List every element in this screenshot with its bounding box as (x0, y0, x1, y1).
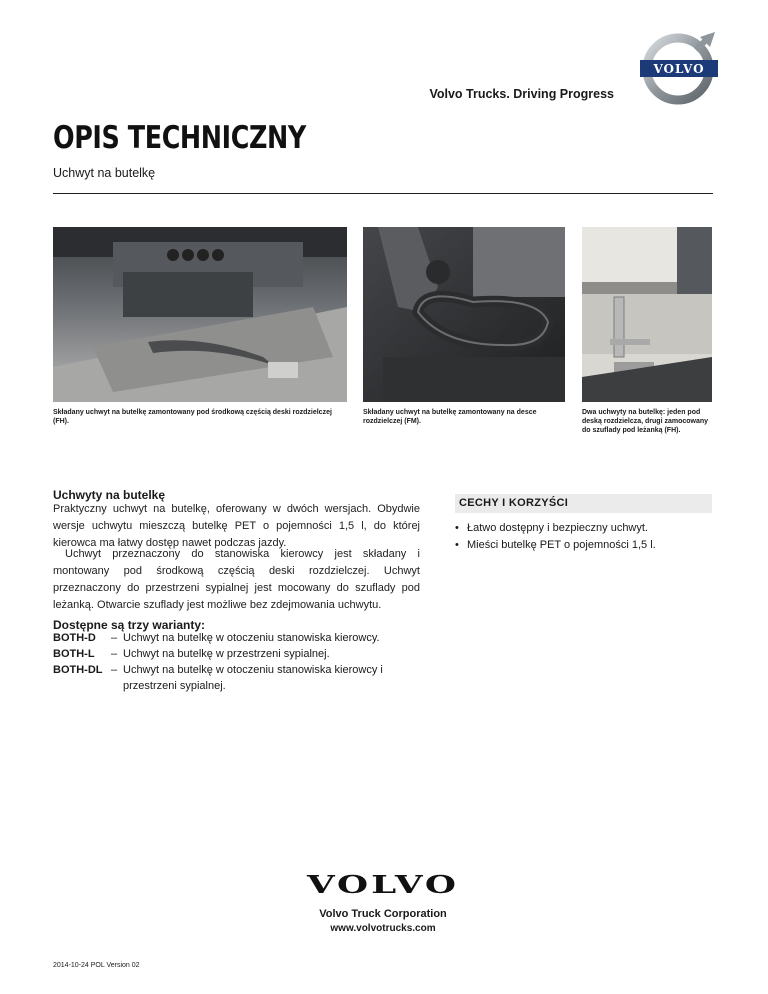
photo-sleeper-holder (582, 227, 712, 402)
variant-row: BOTH-D – Uchwyt na butelkę w otoczeniu stanowiska kierowcy. (53, 632, 380, 644)
feature-text: Mieści butelkę PET o pojemności 1,5 l. (467, 539, 656, 551)
variant-code: BOTH-DL (53, 664, 103, 676)
tagline: Volvo Trucks. Driving Progress (429, 87, 614, 101)
photo-dashboard-holder (53, 227, 347, 402)
header-logo-text: VOLVO (653, 62, 705, 76)
feature-item: • Łatwo dostępny i bezpieczny uchwyt. (455, 520, 712, 537)
page-subtitle: Uchwyt na butelkę (53, 166, 156, 180)
feature-text: Łatwo dostępny i bezpieczny uchwyt. (467, 522, 648, 534)
section-heading-bottle-holders: Uchwyty na butelkę (53, 488, 166, 502)
feature-item: • Mieści butelkę PET o pojemności 1,5 l. (455, 537, 712, 554)
photo-caption-1: Składany uchwyt na butelkę zamontowany pod środkową częścią deski rozdzielczej (FH). (53, 409, 332, 425)
paragraph-details: Uchwyt przeznaczony do stanowiska kierowcy jest składany i montowany pod środkową częścią deski rozdzielczej. Uchwyt przeznaczony do przestrzeni sypialnej jest mocowany do szuflady pod leżanką. Otwarcie szuflady jest możliwe bez zdejmowania uchwytu. (53, 548, 420, 611)
variant-description: Uchwyt na butelkę w otoczeniu stanowiska kierowcy. (123, 632, 380, 644)
photo-caption-3: Dwa uchwyty na butelkę: jeden pod deską rozdzielcza, drugi zamocowany do szuflady pod leżanką (FH). (582, 409, 709, 434)
variant-row: BOTH-L – Uchwyt na butelkę w przestrzeni sypialnej. (53, 648, 330, 660)
page-title: OPIS TECHNICZNY (53, 120, 306, 156)
variant-description: Uchwyt na butelkę w otoczeniu stanowiska kierowcy i przestrzeni sypialnej. (123, 664, 383, 692)
photo-folding-holder (363, 227, 565, 402)
variants-list (53, 630, 423, 694)
variant-row: BOTH-DL – Uchwyt na butelkę w otoczeniu stanowiska kierowcy i przestrzeni sypialnej. (53, 662, 423, 694)
variants-heading: Dostępne są trzy warianty: (53, 618, 206, 632)
photo-caption-2: Składany uchwyt na butelkę zamontowany na desce rozdzielczej (FM). (363, 409, 537, 425)
title-divider (53, 193, 713, 194)
features-heading: CECHY I KORZYŚCI (455, 494, 712, 513)
footer-logo-text: VOLVO (305, 872, 459, 896)
volvo-wordmark-logo (305, 872, 461, 896)
website-url: www.volvotrucks.com (330, 923, 436, 934)
variant-code: BOTH-D (53, 632, 96, 644)
document-version: 2014-10-24 POL Version 02 (53, 962, 140, 969)
variant-description: Uchwyt na butelkę w przestrzeni sypialnej. (123, 648, 330, 660)
volvo-emblem-logo (640, 28, 718, 106)
corporation-name: Volvo Truck Corporation (319, 908, 447, 920)
paragraph-intro: Praktyczny uchwyt na butelkę, oferowany w dwóch wersjach. Obydwie wersje uchwytu mieszczą butelkę PET o pojemności 1,5 l, do której kierowca ma łatwy dostęp nawet podczas jazdy. (53, 503, 420, 549)
features-list (455, 520, 712, 554)
variant-code: BOTH-L (53, 648, 95, 660)
